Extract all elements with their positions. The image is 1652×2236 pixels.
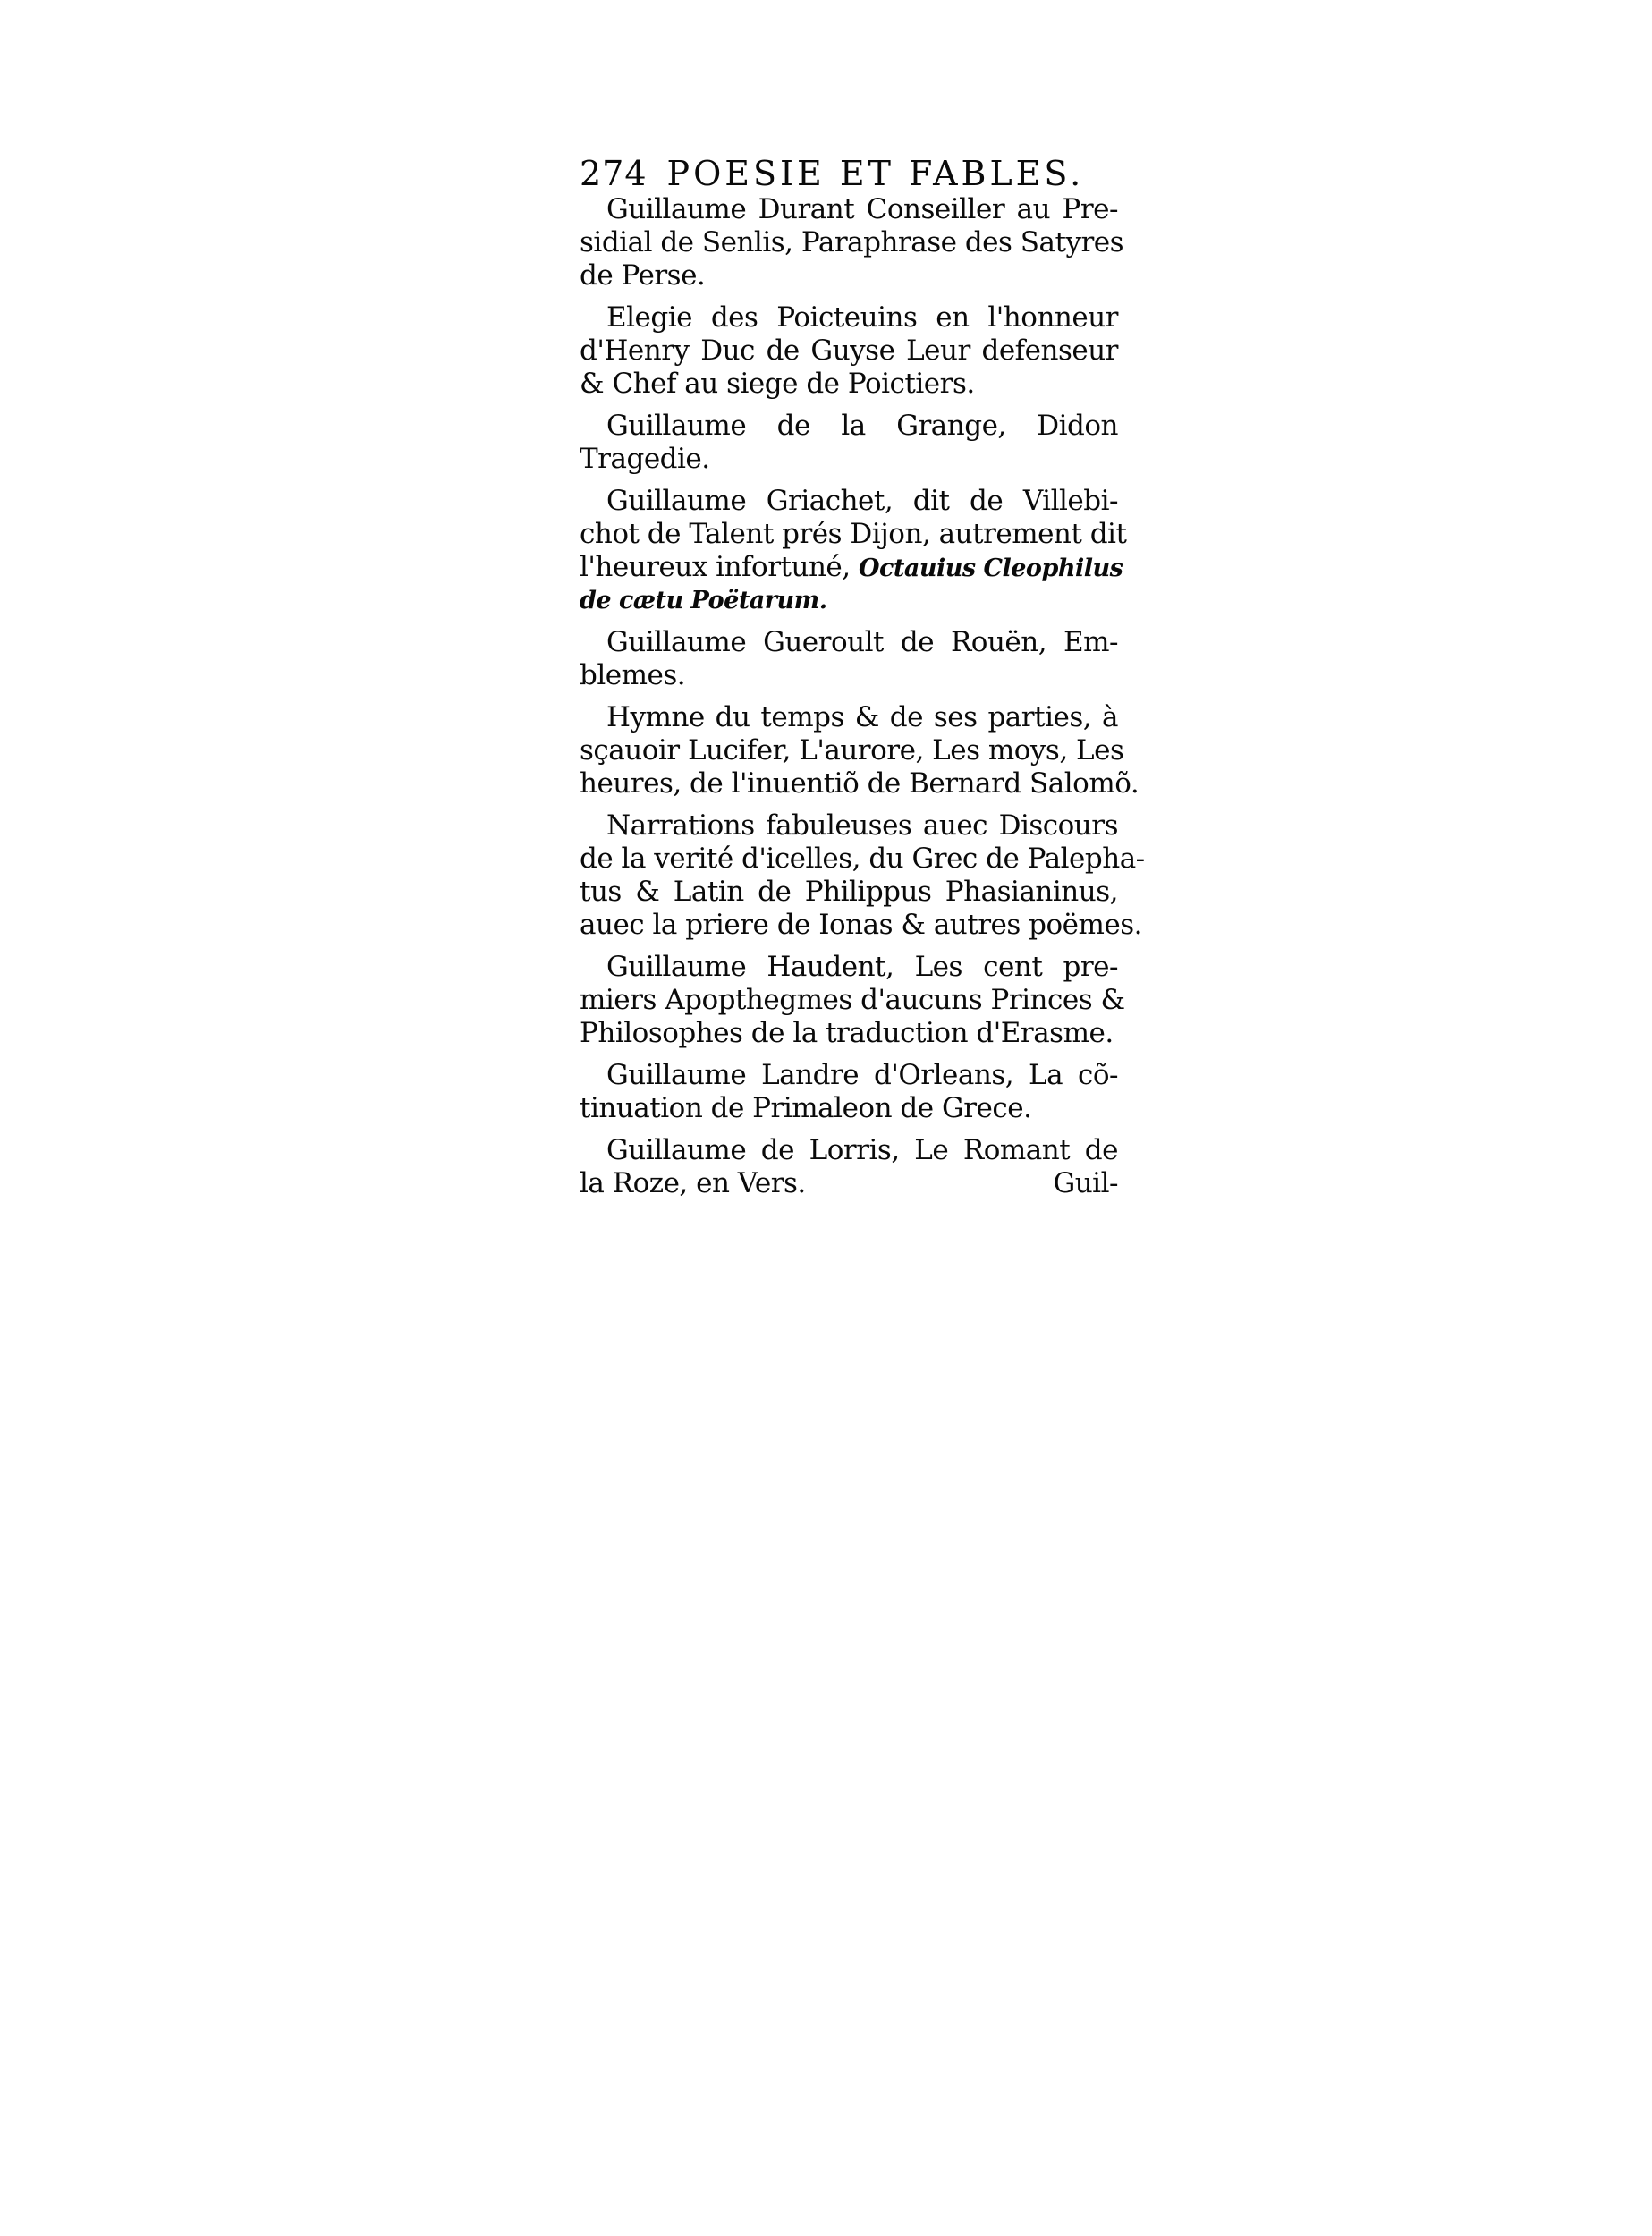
entry-lorris [580, 1134, 1118, 1200]
entry-line: Tragedie. [580, 443, 710, 475]
entry-line: heures, de l'inuentiõ de Bernard Salomõ. [580, 767, 1139, 800]
entry-line: de la verité d'icelles, du Grec de Palepha- [580, 843, 1145, 875]
entry-line: chot de Talent prés Dijon, autrement dit [580, 518, 1127, 550]
entry-line: Elegie des Poicteuins en l'honneur [606, 301, 1118, 334]
catchword: Guil- [1053, 1167, 1118, 1199]
entry-line: Guillaume Gueroult de Rouën, Em- [606, 626, 1118, 658]
entry-landre [580, 1059, 1118, 1125]
entry-elegie [580, 301, 1118, 401]
entry-line-mixed [580, 551, 1123, 584]
entry-haudent [580, 951, 1125, 1050]
entry-line-text: l'heureux infortuné, [580, 551, 859, 583]
entry-line: sçauoir Lucifer, L'aurore, Les moys, Les [580, 734, 1124, 767]
entry-line: Guillaume Landre d'Orleans, La cõ- [606, 1059, 1118, 1091]
entry-line: auec la priere de Ionas & autres poëmes. [580, 909, 1143, 941]
running-title: POESIE ET FABLES. [666, 154, 1085, 193]
entry-line: miers Apopthegmes d'aucuns Princes & [580, 984, 1125, 1016]
entry-line: blemes. [580, 659, 686, 691]
entry-line: Guillaume de la Grange, Didon [606, 410, 1118, 442]
text-block [580, 154, 1145, 1209]
entry-line: & Chef au siege de Poictiers. [580, 368, 975, 400]
entry-line: Hymne du temps & de ses parties, à [606, 701, 1118, 733]
entry-line: Guillaume Griachet, dit de Villebi- [606, 485, 1118, 517]
entry-grange [580, 410, 1118, 476]
entry-gueroult [580, 626, 1118, 692]
entry-line-with-catchword [580, 1167, 1118, 1200]
entry-line: Guillaume Durant Conseiller au Pre- [606, 193, 1118, 225]
entry-durant [580, 193, 1124, 292]
entry-line: tus & Latin de Philippus Phasianinus, [580, 876, 1118, 908]
entry-line: Guillaume de Lorris, Le Romant de [606, 1134, 1118, 1166]
entry-line: Guillaume Haudent, Les cent pre- [606, 951, 1118, 983]
entry-line: Philosophes de la traduction d'Erasme. [580, 1017, 1114, 1049]
entry-line: de Perse. [580, 259, 706, 292]
entry-griachet [580, 485, 1127, 617]
page-number: 274 [580, 154, 648, 193]
entry-line: Narrations fabuleuses auec Discours [606, 809, 1118, 842]
italic-title: Octauius Cleophilus [858, 555, 1123, 582]
entry-hymne [580, 701, 1139, 800]
entry-line: d'Henry Duc de Guyse Leur defenseur [580, 335, 1118, 367]
entry-line: sidial de Senlis, Paraphrase des Satyres [580, 226, 1124, 258]
entry-list [580, 193, 1145, 1200]
entry-line: tinuation de Primaleon de Grece. [580, 1092, 1032, 1124]
entry-line-italic: de cætu Poëtarum. [580, 587, 827, 614]
running-head [580, 154, 1118, 193]
entry-line-text: la Roze, en Vers. [580, 1167, 806, 1199]
entry-narrations [580, 809, 1145, 942]
